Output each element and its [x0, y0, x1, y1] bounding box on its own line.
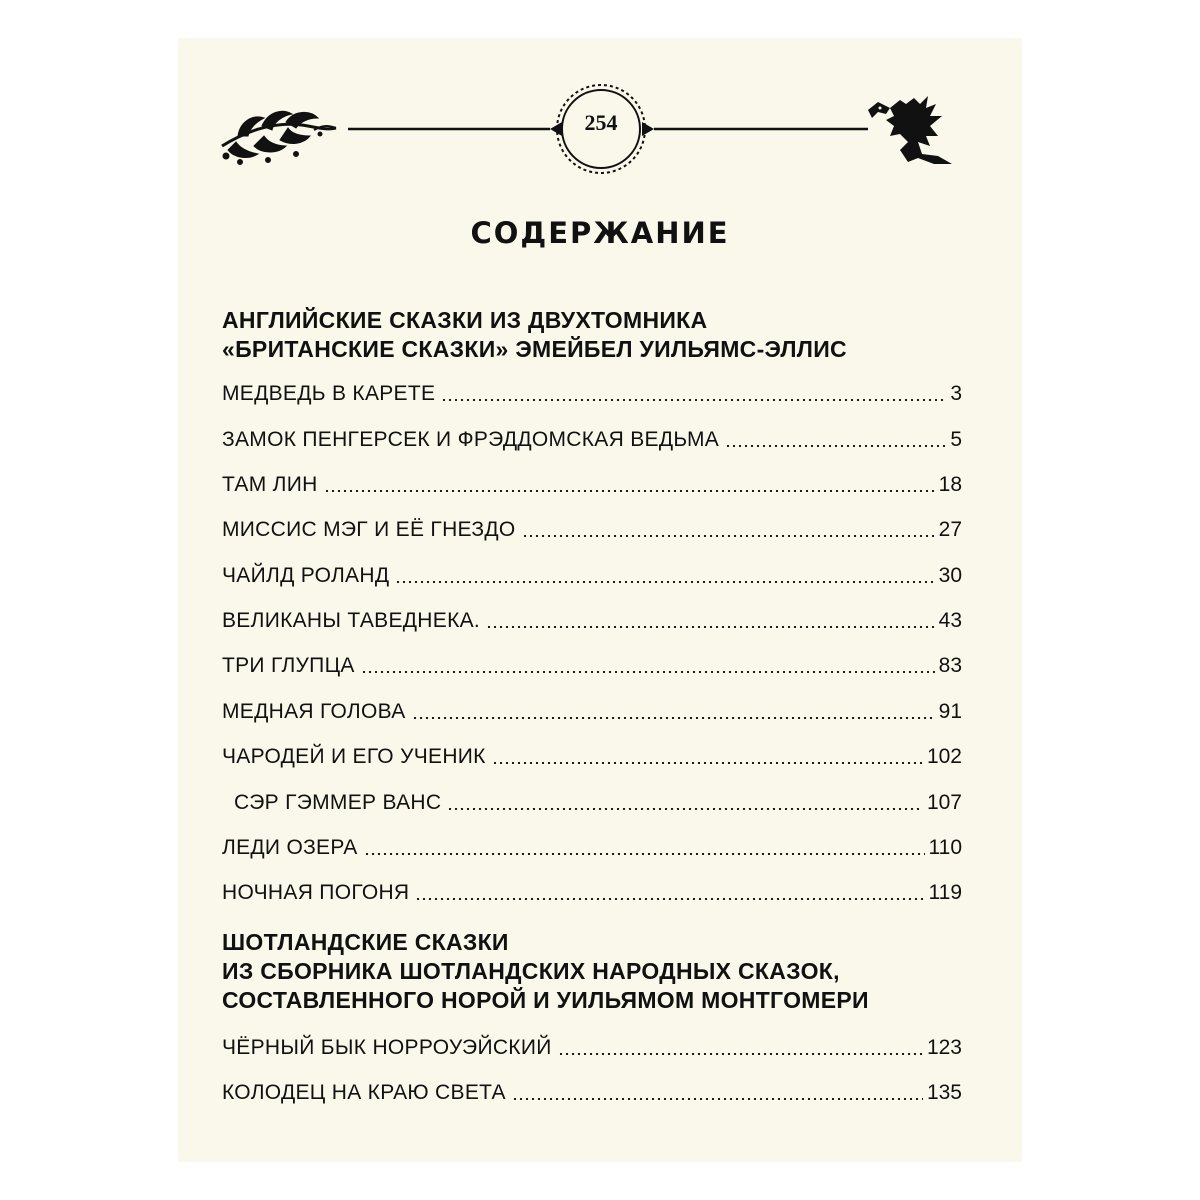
leader-dots: [512, 1098, 923, 1100]
toc-entry-title: НОЧНАЯ ПОГОНЯ: [222, 881, 410, 904]
section-heading-line: «БРИТАНСКИЕ СКАЗКИ» ЭМЕЙБЕЛ УИЛЬЯМС-ЭЛЛИС: [222, 336, 847, 362]
section-heading-line: ИЗ СБОРНИКА ШОТЛАНДСКИХ НАРОДНЫХ СКАЗОК,: [222, 958, 840, 984]
toc-entry-page: 119: [928, 881, 962, 904]
toc-entry[interactable]: [222, 512, 962, 542]
book-page: [178, 38, 1022, 1162]
toc-entry-title: КОЛОДЕЦ НА КРАЮ СВЕТА: [222, 1081, 506, 1104]
toc-entry-page: 43: [938, 609, 962, 632]
header-ornament: [178, 38, 1022, 238]
toc-entry[interactable]: [222, 830, 962, 860]
toc-entry[interactable]: [222, 467, 962, 497]
leader-dots: [412, 717, 935, 719]
toc-entry[interactable]: [222, 1075, 962, 1105]
leader-dots: [441, 399, 946, 401]
leader-dots: [415, 898, 924, 900]
left-vine-ornament: [222, 111, 336, 164]
section-heading-english: [222, 306, 982, 364]
toc-entry-page: 135: [926, 1081, 962, 1104]
leader-dots: [395, 581, 934, 583]
toc-entry-title: МИССИС МЭГ И ЕЁ ГНЕЗДО: [222, 518, 516, 541]
toc-entry-page: 110: [928, 836, 962, 859]
toc-entry-title: ТРИ ГЛУПЦА: [222, 654, 355, 677]
toc-entry-title: ВЕЛИКАНЫ ТАВЕДНЕКА.: [222, 609, 481, 632]
leader-dots: [361, 671, 935, 673]
toc-entry-page: 30: [938, 564, 962, 587]
leader-dots: [522, 535, 935, 537]
toc-entry-title: МЕДНАЯ ГОЛОВА: [222, 700, 406, 723]
section-heading-line: АНГЛИЙСКИЕ СКАЗКИ ИЗ ДВУХТОМНИКА: [222, 307, 708, 333]
leader-dots: [558, 1053, 923, 1055]
toc-entry[interactable]: [222, 648, 962, 678]
toc-entry-page: 3: [950, 382, 962, 405]
contents-title: СОДЕРЖАНИЕ: [470, 216, 730, 250]
toc-entry[interactable]: [222, 739, 962, 769]
toc-entry[interactable]: [222, 422, 962, 452]
section-heading-scottish: [222, 928, 982, 1015]
toc-entry-title: ЧЁРНЫЙ БЫК НОРРОУЭЙСКИЙ: [222, 1036, 552, 1059]
toc-entry-title: СЭР ГЭММЕР ВАНС: [234, 791, 442, 814]
leader-dots: [725, 445, 946, 447]
leader-dots: [486, 626, 935, 628]
toc-entry-page: 102: [926, 745, 962, 768]
leader-dots: [364, 853, 925, 855]
toc-entry-title: ЧАЙЛД РОЛАНД: [222, 564, 390, 587]
page-number: 254: [584, 110, 618, 135]
toc-entry[interactable]: [222, 1030, 962, 1060]
dragon-ornament: [868, 96, 952, 164]
toc-entry-page: 91: [938, 700, 962, 723]
toc-entry-title: ЧАРОДЕЙ И ЕГО УЧЕНИК: [222, 745, 486, 768]
page-header: [178, 38, 1022, 238]
toc-entry-title: ЗАМОК ПЕНГЕРСЕК И ФРЭДДОМСКАЯ ВЕДЬМА: [222, 428, 720, 451]
toc-entry-title: МЕДВЕДЬ В КАРЕТЕ: [222, 382, 436, 405]
toc-entry[interactable]: [222, 558, 962, 588]
toc-entry-page: 123: [926, 1036, 962, 1059]
leader-dots: [447, 808, 923, 810]
toc-entry[interactable]: [222, 875, 962, 905]
section-heading-line: ШОТЛАНДСКИЕ СКАЗКИ: [222, 929, 509, 955]
toc-entry-page: 27: [938, 518, 962, 541]
section-heading-line: СОСТАВЛЕННОГО НОРОЙ И УИЛЬЯМОМ МОНТГОМЕРИ: [222, 987, 869, 1013]
leader-dots: [492, 762, 923, 764]
toc-entry[interactable]: [222, 694, 962, 724]
toc-entry-page: 18: [938, 473, 962, 496]
toc-entry[interactable]: [222, 785, 962, 815]
toc-entry[interactable]: [222, 603, 962, 633]
toc-entry-page: 83: [938, 654, 962, 677]
toc-entry-page: 107: [926, 791, 962, 814]
toc-entry[interactable]: [222, 376, 962, 406]
toc-entry-title: ЛЕДИ ОЗЕРА: [222, 836, 358, 859]
leader-dots: [324, 490, 935, 492]
toc-entry-page: 5: [950, 428, 962, 451]
toc-entry-title: ТАМ ЛИН: [222, 473, 318, 496]
